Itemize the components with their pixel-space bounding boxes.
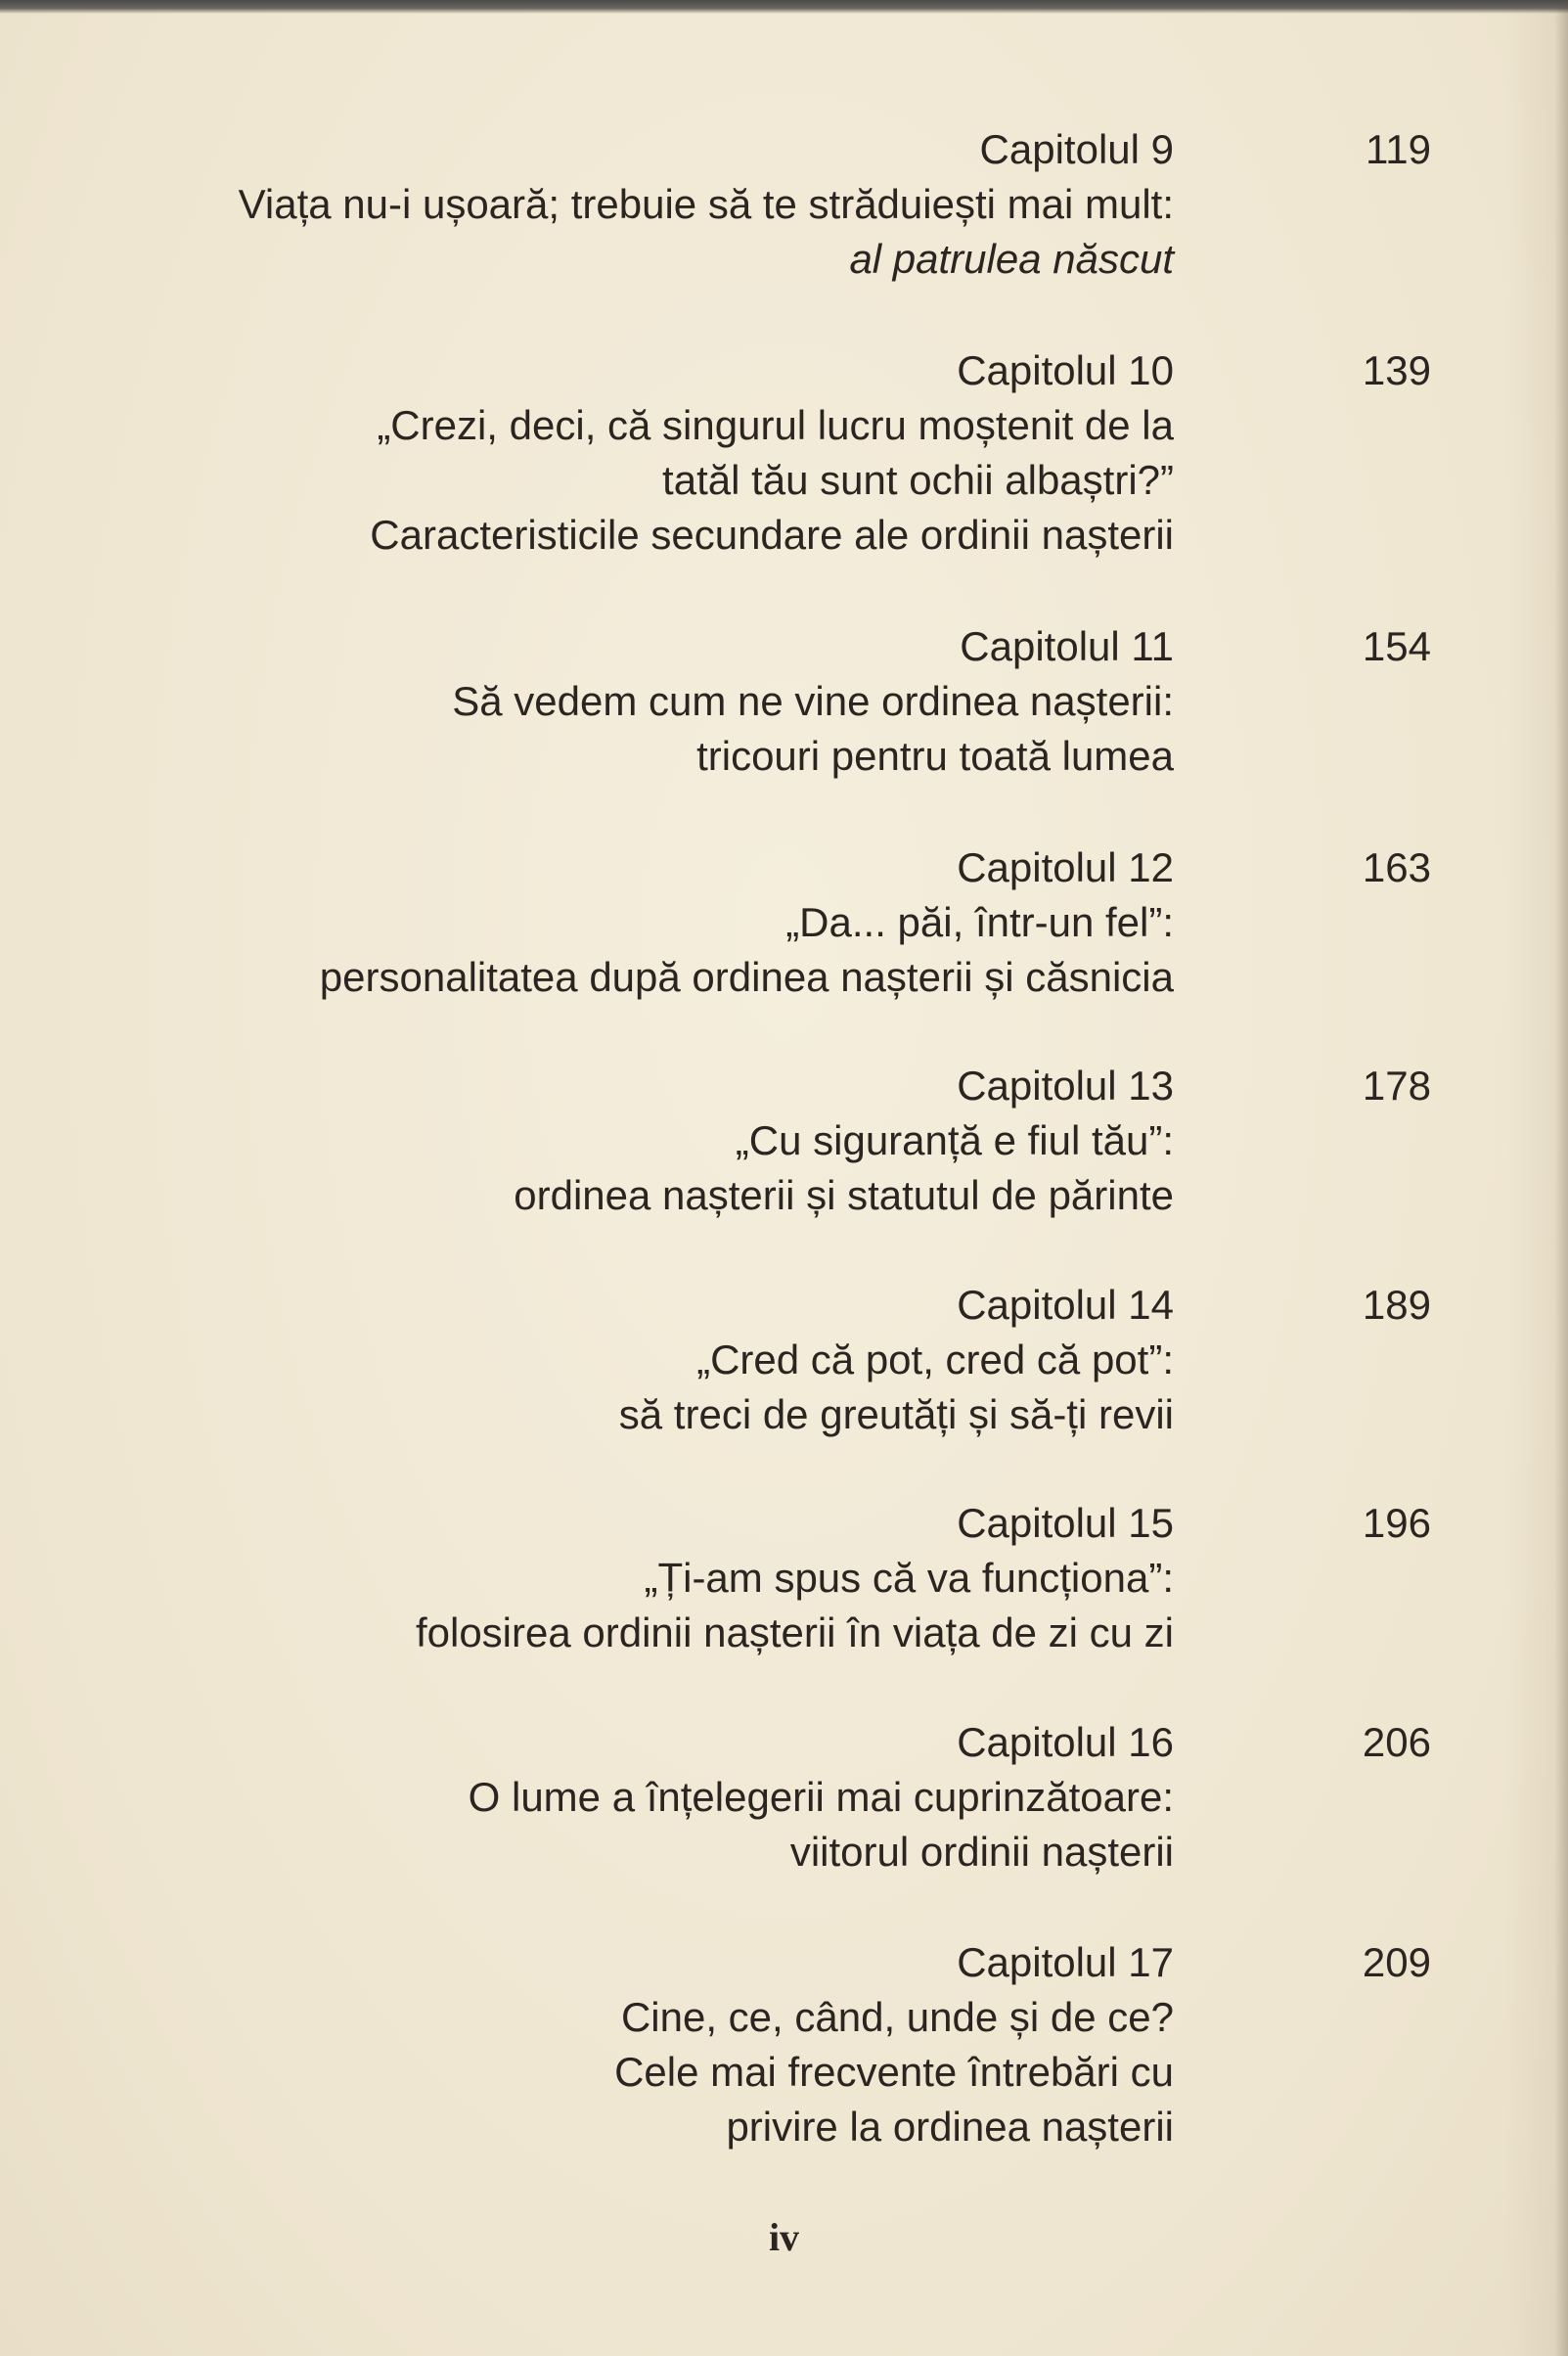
page-number: 139 xyxy=(1362,347,1431,393)
page-number: 206 xyxy=(1362,1719,1431,1765)
chapter-title-line: „Cred că pot, cred că pot”: xyxy=(696,1337,1174,1382)
chapter-title-line: viitorul ordinii nașterii xyxy=(789,1829,1174,1875)
scan-top-edge xyxy=(0,0,1568,14)
chapter-label: Capitolul 12 xyxy=(957,844,1174,890)
chapter-title-line: O lume a înțelegerii mai cuprinzătoare: xyxy=(468,1774,1174,1820)
chapter-title-line: „Ți-am spus că va funcționa”: xyxy=(644,1555,1174,1601)
chapter-label: Capitolul 10 xyxy=(957,347,1174,393)
chapter-title-line: „Crezi, deci, că singurul lucru moștenit de la xyxy=(377,402,1174,448)
chapter-title-line: „Da... păi, într-un fel”: xyxy=(785,899,1174,945)
chapter-title-line: Cele mai frecvente întrebări cu xyxy=(614,2049,1174,2095)
page-number: 178 xyxy=(1362,1063,1431,1109)
chapter-title-line: tricouri pentru toată lumea xyxy=(696,733,1174,779)
page-number: 163 xyxy=(1362,844,1431,890)
chapter-title-line: Viața nu-i ușoară; trebuie să te străduiești mai mult: xyxy=(238,181,1174,227)
chapter-label: Capitolul 15 xyxy=(957,1500,1174,1546)
chapter-label: Capitolul 14 xyxy=(957,1282,1174,1328)
chapter-title-line: tatăl tău sunt ochii albaștri?” xyxy=(662,457,1174,503)
chapter-title-line: personalitatea după ordinea nașterii și căsnicia xyxy=(319,954,1174,1000)
page-folio: iv xyxy=(768,2215,800,2259)
page-number: 119 xyxy=(1366,126,1431,172)
page-number: 209 xyxy=(1362,1939,1431,1985)
chapter-title-line: să treci de greutăți și să-ți revii xyxy=(618,1391,1174,1437)
chapter-title-line: ordinea nașterii și statutul de părinte xyxy=(514,1172,1174,1218)
page-number: 196 xyxy=(1362,1500,1431,1546)
chapter-title-line: Caracteristicile secundare ale ordinii nașterii xyxy=(370,512,1174,558)
chapter-title-line: al patrulea născut xyxy=(849,236,1174,282)
page-number: 154 xyxy=(1362,623,1431,669)
scan-right-edge xyxy=(1554,0,1568,2356)
chapter-label: Capitolul 13 xyxy=(957,1063,1174,1109)
chapter-label: Capitolul 11 xyxy=(960,623,1174,669)
chapter-title-line: Să vedem cum ne vine ordinea nașterii: xyxy=(452,678,1174,724)
chapter-title-line: privire la ordinea nașterii xyxy=(726,2104,1174,2150)
chapter-label: Capitolul 16 xyxy=(957,1719,1174,1765)
chapter-title-line: folosirea ordinii nașterii în viața de zi cu zi xyxy=(415,1609,1174,1655)
page-number: 189 xyxy=(1362,1282,1431,1328)
chapter-label: Capitolul 9 xyxy=(979,126,1174,172)
chapter-label: Capitolul 17 xyxy=(957,1939,1174,1985)
chapter-title-line: Cine, ce, când, unde și de ce? xyxy=(620,1994,1174,2040)
chapter-title-line: „Cu siguranță e fiul tău”: xyxy=(735,1117,1174,1163)
